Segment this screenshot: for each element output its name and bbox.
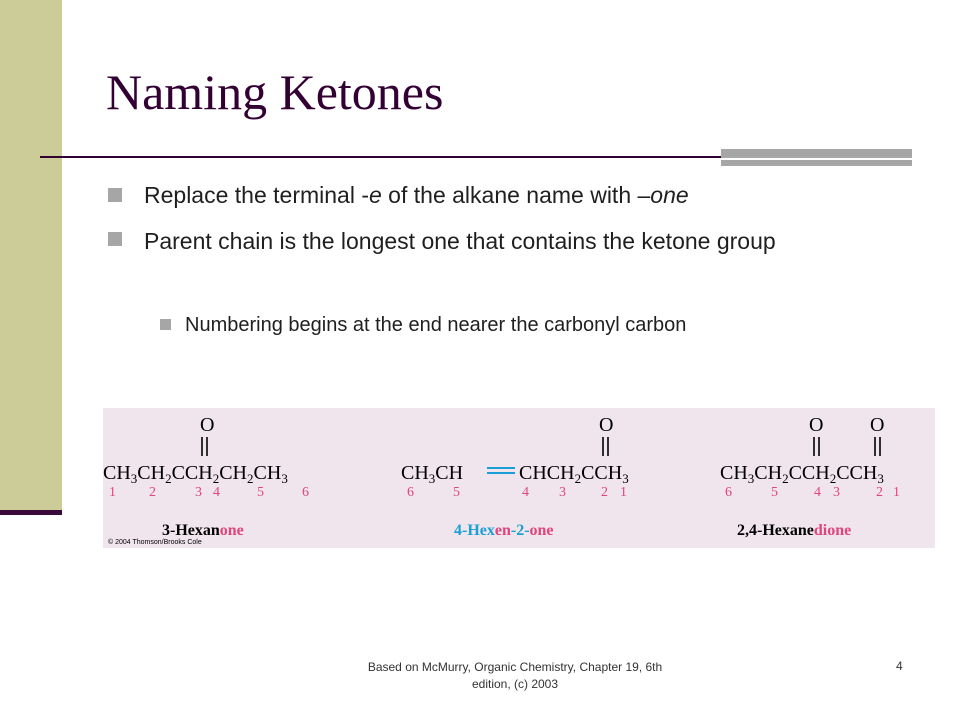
- carbon-number: 5: [257, 485, 264, 500]
- caption-3-hexanone: 3-Hexanone: [162, 522, 244, 539]
- formula-left: $CH_3CH$: [401, 462, 464, 486]
- carbon-number: 1: [109, 485, 116, 500]
- carbon-number: 4: [522, 485, 529, 500]
- formula: $CH_3CH_2CCH_2CH_2CH_3$: [103, 462, 288, 486]
- sub-bullet-text: Numbering begins at the end nearer the carbonyl carbon: [185, 314, 687, 336]
- oxygen-atom: O: [200, 414, 215, 436]
- formula: $CH_3CH_2CCH_2CCH_3$: [720, 462, 884, 486]
- oxygen-atom: O: [870, 414, 885, 436]
- molecule-4-hexen-2-one: [401, 414, 629, 500]
- carbon-number: 3: [833, 485, 840, 500]
- figure-copyright: © 2004 Thomson/Brooks Cole: [108, 539, 202, 546]
- carbon-number: 6: [725, 485, 732, 500]
- slide-title: Naming Ketones: [106, 64, 444, 120]
- carbon-number: 2: [601, 485, 608, 500]
- caption-4-hexen-2-one: 4-Hexen-2-one: [454, 522, 554, 539]
- oxygen-atom: O: [809, 414, 824, 436]
- carbon-number: 5: [453, 485, 460, 500]
- formula-right: $CHCH_2CCH_3$: [519, 462, 629, 486]
- sub-bullet-item-1: [160, 310, 840, 340]
- title-divider-block-lower: [721, 160, 912, 166]
- carbon-number: 4: [814, 485, 821, 500]
- carbon-number: 6: [407, 485, 414, 500]
- caption-2-4-hexanedione: 2,4-Hexanedione: [737, 522, 852, 539]
- carbon-number: 5: [771, 485, 778, 500]
- molecule-3-hexanone: [103, 414, 309, 500]
- left-accent-bar-cap: [0, 510, 62, 515]
- carbon-number: 2: [149, 485, 156, 500]
- left-accent-bar: [0, 0, 62, 512]
- carbon-number: 2: [876, 485, 883, 500]
- bullet-text: Parent chain is the longest one that contains the ketone group: [144, 228, 776, 254]
- carbon-number: 4: [213, 485, 220, 500]
- bullet-item-2: [108, 224, 868, 258]
- bullet-item-1: [108, 180, 898, 210]
- bullet-text: Replace the terminal -e of the alkane name with –one: [144, 182, 689, 208]
- carbon-number: 1: [620, 485, 627, 500]
- title-divider-block: [721, 149, 912, 158]
- slide-footer: Based on McMurry, Organic Chemistry, Chapter 19, 6th edition, (c) 2003: [367, 660, 663, 691]
- molecule-2-4-hexanedione: [720, 414, 900, 500]
- carbon-number: 1: [893, 485, 900, 500]
- carbon-number: 6: [302, 485, 309, 500]
- carbon-number: 3: [559, 485, 566, 500]
- bullet-square-icon: [108, 232, 122, 246]
- page-number: 4: [896, 659, 903, 673]
- sub-bullet-square-icon: [160, 319, 171, 330]
- carbon-number: 3: [195, 485, 202, 500]
- ketone-structures-figure: [103, 408, 935, 548]
- bullet-square-icon: [108, 188, 122, 202]
- oxygen-atom: O: [599, 414, 614, 436]
